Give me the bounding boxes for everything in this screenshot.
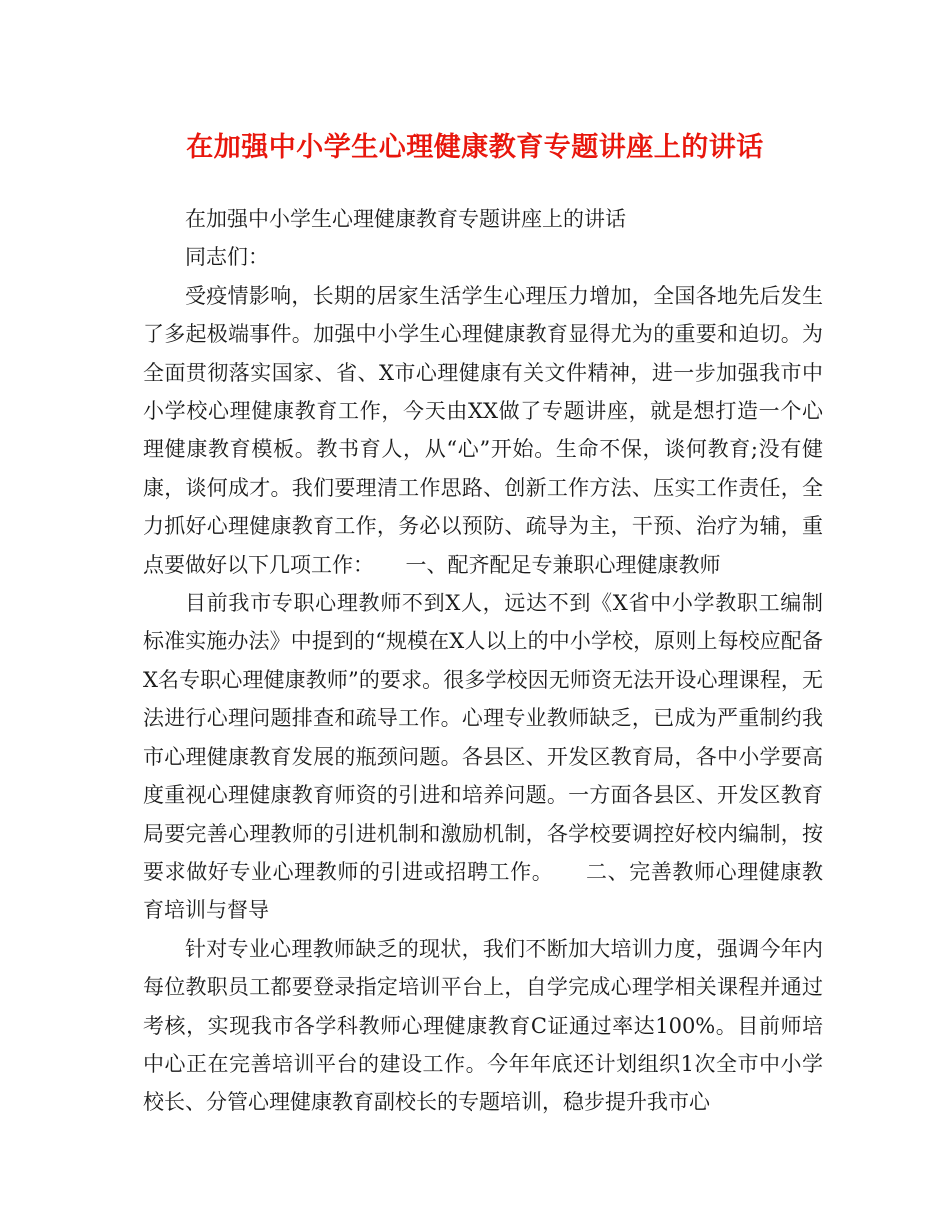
paragraph-intro: 受疫情影响，长期的居家生活学生心理压力增加，全国各地先后发生了多起极端事件。加强中小学生心理健康教育显得尤为的重要和迫切。为全面贯彻落实国家、省、X市心理健康有关文件精神，进一步加强我市中小学校心理健康教育工作，今天由XX做了专题讲座，就是想打造一个心理健康教育模板。教书育人，从“心”开始。生命不保，谈何教育;没有健康，谈何成才。我们要理清工作思路、创新工作方法、压实工作责任，全力抓好心理健康教育工作，务必以预防、疏导为主，干预、治疗为辅，重点要做好以下几项工作： 一、配齐配足专兼职心理健康教师 [143,283,823,577]
salutation: 同志们： [185,245,269,270]
document-body [143,200,823,1122]
document-title: 在加强中小学生心理健康教育专题讲座上的讲话 [186,132,764,163]
paragraph-section-one: 目前我市专职心理教师不到X人，远达不到《X省中小学教职工编制标准实施办法》中提到的“规模在X人以上的中小学校，原则上每校应配备X名专职心理健康教师”的要求。很多学校因无师资无法开设心理课程，无法进行心理问题排查和疏导工作。心理专业教师缺乏，已成为严重制约我市心理健康教育发展的瓶颈问题。各县区、开发区教育局，各中小学要高度重视心理健康教育师资的引进和培养问题。一方面各县区、开发区教育局要完善心理教师的引进机制和激励机制，各学校要调控好校内编制，按要求做好专业心理教师的引进或招聘工作。 二、完善教师心理健康教育培训与督导 [143,591,823,923]
paragraph-section-two: 针对专业心理教师缺乏的现状，我们不断加大培训力度，强调今年内每位教职员工都要登录指定培训平台上，自学完成心理学相关课程并通过考核，实现我市各学科教师心理健康教育C证通过率达100%。目前师培中心正在完善培训平台的建设工作。今年年底还计划组织1次全市中小学校长、分管心理健康教育副校长的专题培训，稳步提升我市心 [143,936,823,1115]
body-heading-line: 在加强中小学生心理健康教育专题讲座上的讲话 [185,207,626,231]
